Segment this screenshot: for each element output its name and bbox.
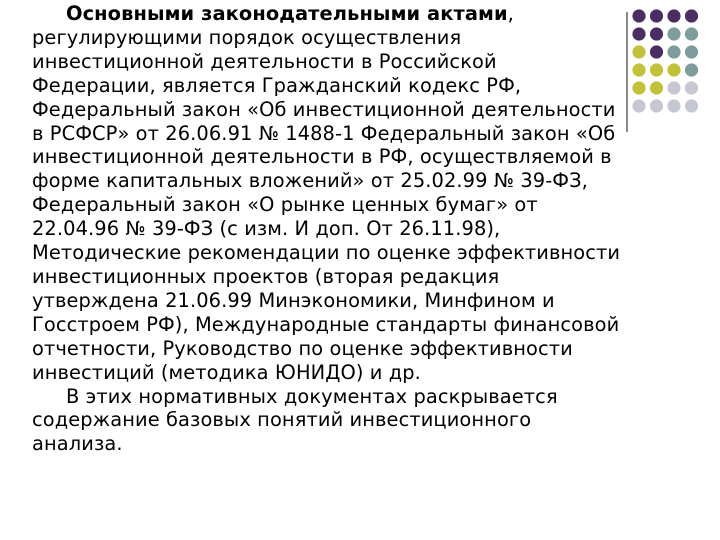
paragraph-lead-bold: Основными законодательными актами — [66, 2, 508, 25]
decorative-dot — [632, 99, 645, 112]
decorative-dot — [685, 81, 698, 94]
decorative-dot — [667, 63, 680, 76]
decorative-dot — [650, 99, 663, 112]
decorative-dot — [650, 63, 663, 76]
decorative-dot — [685, 99, 698, 112]
decorative-dot — [632, 63, 645, 76]
paragraph-body: , регулирующими порядок осуществления инвестиционной деятельности в Российской Федерации, является Гражданский кодекс РФ, Федеральный закон «Об инвестиционной деятельности в РСФСР» от 26.06.91 № 1488-1 Федеральный закон «Об инвестиционной деятельности в РФ, осуществляемой в форме капитальных вложений» от 25.02.99 № 39-ФЗ, Федеральный закон «О рынке ценных бумаг» от 22.04.96 № 39-ФЗ (с изм. И доп. От 26.11.98), Методические рекомендации по оценке эффективности инвестиционных проектов (вторая редакция утверждена 21.06.99 Минэкономики, Минфином и Госстроем РФ), Международные стандарты финансовой отчетности, Руководство по оценке эффективности инвестиций (методика ЮНИДО) и др. — [32, 2, 621, 384]
decorative-dot — [650, 45, 663, 58]
paragraph-legal-acts — [32, 2, 622, 385]
decorative-dot — [685, 63, 698, 76]
decorative-dot — [632, 45, 645, 58]
decorative-dot — [667, 27, 680, 40]
decorative-dot — [667, 81, 680, 94]
decorative-dot — [667, 45, 680, 58]
decorative-dot — [632, 81, 645, 94]
decorative-dot — [632, 9, 645, 22]
decorative-dot — [650, 81, 663, 94]
decorative-dot — [632, 27, 645, 40]
decorative-dot — [685, 45, 698, 58]
decorative-dot — [685, 27, 698, 40]
decorative-dot — [650, 27, 663, 40]
slide-text — [32, 2, 622, 456]
decorative-dot-grid — [632, 8, 720, 118]
decorative-dot — [685, 9, 698, 22]
decorative-dot — [667, 99, 680, 112]
decorative-dot — [650, 9, 663, 22]
decorative-vertical-line — [626, 12, 628, 132]
paragraph-summary: В этих нормативных документах раскрывается содержание базовых понятий инвестиционного анализа. — [32, 384, 558, 456]
decorative-dot — [667, 9, 680, 22]
